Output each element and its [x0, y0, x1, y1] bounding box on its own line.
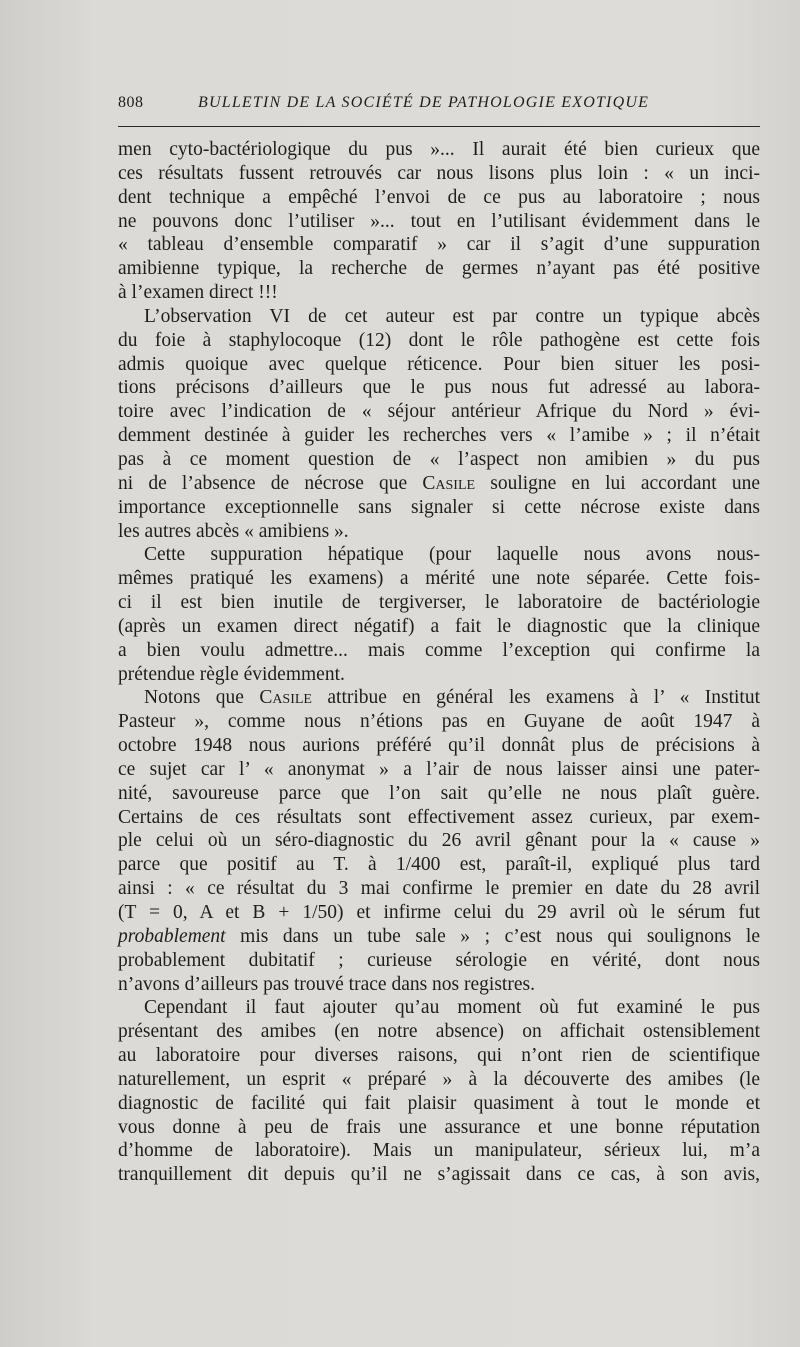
text-line: octobre 1948 nous aurions préféré qu’il donnât plus de précisions à: [118, 735, 760, 757]
text-line: (T = 0, A et B + 1/50) et infirme celui du 29 avril où le sérum fut: [118, 902, 760, 923]
text-line: Certains de ces résultats sont effectivement assez curieux, par exem-: [118, 806, 760, 828]
text-line: ainsi : « ce résultat du 3 mai confirme le premier en date du 28 avril: [118, 878, 760, 900]
text-line: ces résultats fussent retrouvés car nous lisons plus loin : « un inci-: [118, 162, 760, 184]
page-number: 808: [118, 94, 144, 111]
text-line: a bien voulu admettre... mais comme l’exception qui confirme la: [118, 639, 760, 661]
text-line: amibienne typique, la recherche de germes n’ayant pas été positive: [118, 258, 760, 280]
text-line: ni de l’absence de nécrose que Casile souligne en lui accordant une: [118, 472, 760, 494]
text-line: nité, savoureuse parce que l’on sait qu’elle ne nous plaît guère.: [118, 782, 760, 804]
text-line: diagnostic de facilité qui fait plaisir quasiment à tout le monde et: [118, 1092, 760, 1114]
text-line: Cependant il faut ajouter qu’au moment où fut examiné le pus: [144, 997, 760, 1019]
text-line: au laboratoire pour diverses raisons, qui n’ont rien de scientifique: [118, 1045, 760, 1067]
text-line: (après un examen direct négatif) a fait le diagnostic que la clinique: [118, 615, 760, 637]
text-line: les autres abcès « amibiens ».: [118, 520, 349, 542]
header-rule: [118, 126, 760, 127]
text-line: vous donne à peu de frais une assurance et une bonne réputation: [118, 1116, 760, 1138]
text-line: tranquillement dit depuis qu’il ne s’agissait dans ce cas, à son avis,: [118, 1164, 760, 1186]
text-line: Cette suppuration hépatique (pour laquelle nous avons nous-: [144, 544, 760, 566]
journal-title: BULLETIN DE LA SOCIÉTÉ DE PATHOLOGIE EXOTIQUE: [198, 94, 650, 111]
text-line: toire avec l’indication de « séjour antérieur Afrique du Nord » évi-: [118, 401, 760, 423]
text-line: ple celui où un séro-diagnostic du 26 avril gênant pour la « cause »: [118, 830, 760, 852]
text-line: prétendue règle évidemment.: [118, 663, 345, 685]
text-line: du foie à staphylocoque (12) dont le rôle pathogène est cette fois: [118, 329, 760, 351]
text-line: L’observation VI de cet auteur est par contre un typique abcès: [144, 305, 760, 327]
text-line: à l’examen direct !!!: [118, 282, 278, 304]
text-line: mêmes pratiqué les examens) a mérité une note séparée. Cette fois-: [118, 568, 760, 590]
text-line: parce que positif au T. à 1/400 est, paraît-il, expliqué plus tard: [118, 854, 760, 876]
text-line: n’avons d’ailleurs pas trouvé trace dans nos registres.: [118, 973, 535, 995]
text-line: « tableau d’ensemble comparatif » car il s’agit d’une suppuration: [118, 234, 760, 256]
text-line: Notons que Casile attribue en général les examens à l’ « Institut: [144, 687, 760, 709]
text-line: probablement dubitatif ; curieuse sérologie en vérité, dont nous: [118, 949, 760, 971]
text-line: ci il est bien inutile de tergiverser, le laboratoire de bactériologie: [118, 592, 760, 614]
text-line: d’homme de laboratoire). Mais un manipulateur, sérieux lui, m’a: [118, 1140, 760, 1162]
running-head: [118, 94, 758, 120]
text-line: présentant des amibes (en notre absence) on affichait ostensiblement: [118, 1021, 760, 1043]
text-line: dent technique a empêché l’envoi de ce pus au laboratoire ; nous: [118, 186, 760, 208]
text-line: importance exceptionnelle sans signaler si cette nécrose existe dans: [118, 496, 760, 518]
text-line: ne pouvons donc l’utiliser »... tout en l’utilisant évidemment dans le: [118, 210, 760, 232]
text-line: admis quoique avec quelque réticence. Pour bien situer les posi-: [118, 353, 760, 375]
text-line: naturellement, un esprit « préparé » à la découverte des amibes (le: [118, 1068, 760, 1090]
text-line: men cyto-bactériologique du pus »... Il aurait été bien curieux que: [118, 139, 760, 160]
text-line: demment destinée à guider les recherches vers « l’amibe » ; il n’était: [118, 425, 760, 447]
text-line: ce sujet car l’ « anonymat » a l’air de nous laisser ainsi une pater-: [118, 758, 760, 780]
text-line: probablement mis dans un tube sale » ; c’est nous qui soulignons le: [118, 925, 760, 947]
text-line: pas à ce moment question de « l’aspect non amibien » du pus: [118, 448, 760, 470]
body-text: [118, 138, 760, 1187]
text-line: Pasteur », comme nous n’étions pas en Guyane de août 1947 à: [118, 711, 760, 733]
text-line: tions précisons d’ailleurs que le pus nous fut adressé au labora-: [118, 377, 760, 399]
